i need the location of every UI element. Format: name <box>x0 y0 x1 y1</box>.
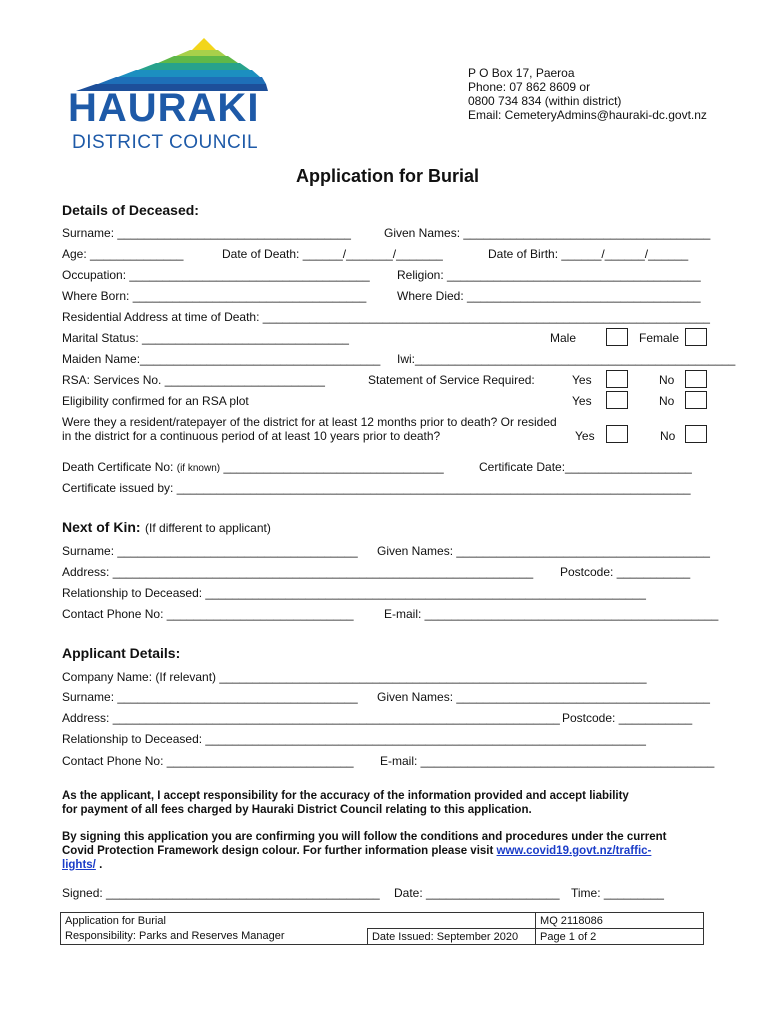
iwi-field[interactable]: Iwi:________________________________________________ <box>397 352 736 366</box>
occupation-field[interactable]: Occupation: ____________________________________ <box>62 268 370 282</box>
certificate-issued-by-field[interactable]: Certificate issued by: _____________________________________________________________________________ <box>62 481 691 495</box>
address-line: P O Box 17, Paeroa <box>468 66 575 80</box>
footer-doc-name: Application for Burial <box>61 913 536 929</box>
marital-status-field[interactable]: Marital Status: _______________________________ <box>62 331 349 345</box>
next-of-kin-note: (If different to applicant) <box>145 521 271 535</box>
resident-no-checkbox[interactable] <box>685 425 707 443</box>
deceased-age-field[interactable]: Age: ______________ <box>62 247 184 261</box>
eligibility-no-checkbox[interactable] <box>685 391 707 409</box>
statement-of-service-label: Statement of Service Required: <box>368 373 535 387</box>
where-died-field[interactable]: Where Died: ___________________________________ <box>397 289 701 303</box>
section-heading-next-of-kin <box>62 519 271 537</box>
footer-row <box>61 913 704 929</box>
death-certificate-line: _________________________________ <box>223 460 444 474</box>
section-heading-applicant: Applicant Details: <box>62 645 181 661</box>
statement-no-checkbox[interactable] <box>685 370 707 388</box>
footer-mq: MQ 2118086 <box>536 913 704 929</box>
sign-time-field[interactable]: Time: _________ <box>571 886 664 900</box>
residential-address-field[interactable]: Residential Address at time of Death: ___________________________________________________________________ <box>62 310 710 324</box>
resident-no-label: No <box>660 429 676 443</box>
next-of-kin-title: Next of Kin: <box>62 519 141 535</box>
nok-given-names-field[interactable]: Given Names: ______________________________________ <box>377 544 710 558</box>
footer-responsibility: Responsibility: Parks and Reserves Manager <box>61 929 368 945</box>
applicant-email-field[interactable]: E-mail: ____________________________________________ <box>380 754 715 768</box>
applicant-postcode-field[interactable]: Postcode: ___________ <box>562 711 693 725</box>
resident-question-line1: Were they a resident/ratepayer of the district for at least 12 months prior to death? Or resided <box>62 415 557 429</box>
if-known-note: (if known) <box>176 463 221 474</box>
date-of-death-field[interactable]: Date of Death: ______/_______/_______ <box>222 247 443 261</box>
footer-row <box>61 929 704 945</box>
applicant-address-field[interactable]: Address: ___________________________________________________________________ <box>62 711 560 725</box>
eligibility-label: Eligibility confirmed for an RSA plot <box>62 394 249 408</box>
applicant-surname-field[interactable]: Surname: ____________________________________ <box>62 690 358 704</box>
phone-line: Phone: 07 862 8609 or <box>468 80 591 94</box>
covid-link-cont[interactable]: lights/ <box>62 859 96 871</box>
male-label: Male <box>550 331 577 345</box>
female-checkbox[interactable] <box>685 328 707 346</box>
male-checkbox[interactable] <box>606 328 628 346</box>
statement-yes-label: Yes <box>572 373 592 387</box>
covid-end: . <box>95 859 103 871</box>
maiden-name-field[interactable]: Maiden Name:____________________________________ <box>62 352 381 366</box>
applicant-given-names-field[interactable]: Given Names: ______________________________________ <box>377 690 710 704</box>
death-certificate-field[interactable] <box>62 460 444 476</box>
where-born-field[interactable]: Where Born: ___________________________________ <box>62 289 367 303</box>
company-name-field[interactable]: Company Name: (If relevant) ________________________________________________________________ <box>62 670 647 684</box>
section-heading-deceased: Details of Deceased: <box>62 202 199 218</box>
document-footer-table <box>60 912 704 945</box>
statement-yes-checkbox[interactable] <box>606 370 628 388</box>
applicant-contact-phone-field[interactable]: Contact Phone No: ____________________________ <box>62 754 354 768</box>
nok-surname-field[interactable]: Surname: ____________________________________ <box>62 544 358 558</box>
religion-field[interactable]: Religion: ______________________________________ <box>397 268 701 282</box>
statement-no-label: No <box>659 373 675 387</box>
declaration-line2: for payment of all fees charged by Hauraki District Council relating to this application. <box>62 804 532 816</box>
nok-postcode-field[interactable]: Postcode: ___________ <box>560 565 691 579</box>
eligibility-yes-checkbox[interactable] <box>606 391 628 409</box>
deceased-surname-field[interactable]: Surname: ___________________________________ <box>62 226 351 240</box>
resident-yes-checkbox[interactable] <box>606 425 628 443</box>
rsa-services-field[interactable]: RSA: Services No. ________________________ <box>62 373 325 387</box>
resident-question-line2: in the district for a continuous period of at least 10 years prior to death? <box>62 429 441 443</box>
eligibility-yes-label: Yes <box>572 394 592 408</box>
death-certificate-label: Death Certificate No: <box>62 460 174 474</box>
email-line[interactable]: Email: CemeteryAdmins@hauraki-dc.govt.nz <box>468 108 707 122</box>
logo-subtitle: DISTRICT COUNCIL <box>72 132 259 153</box>
resident-yes-label: Yes <box>575 429 595 443</box>
covid-text: Covid Protection Framework design colour. For further information please visit <box>62 845 494 857</box>
covid-line3 <box>62 858 102 872</box>
footer-page: Page 1 of 2 <box>536 929 704 945</box>
signed-field[interactable]: Signed: _________________________________________ <box>62 886 380 900</box>
covid-link[interactable]: www.covid19.govt.nz/traffic- <box>496 845 652 857</box>
covid-line2 <box>62 844 651 858</box>
date-of-birth-field[interactable]: Date of Birth: ______/______/______ <box>488 247 689 261</box>
sign-date-field[interactable]: Date: ____________________ <box>394 886 560 900</box>
nok-relationship-field[interactable]: Relationship to Deceased: __________________________________________________________________ <box>62 586 646 600</box>
freephone-line: 0800 734 834 (within district) <box>468 94 622 108</box>
deceased-given-names-field[interactable]: Given Names: _____________________________________ <box>384 226 711 240</box>
nok-email-field[interactable]: E-mail: ____________________________________________ <box>384 607 719 621</box>
eligibility-no-label: No <box>659 394 675 408</box>
council-logo <box>66 36 276 156</box>
applicant-relationship-field[interactable]: Relationship to Deceased: __________________________________________________________________ <box>62 732 646 746</box>
page-title: Application for Burial <box>296 166 480 186</box>
covid-line1: By signing this application you are confirming you will follow the conditions and procedures under the current <box>62 831 667 843</box>
nok-address-field[interactable]: Address: _______________________________________________________________ <box>62 565 534 579</box>
footer-date-issued: Date Issued: September 2020 <box>367 929 535 945</box>
council-address <box>468 66 707 122</box>
nok-contact-phone-field[interactable]: Contact Phone No: ____________________________ <box>62 607 354 621</box>
declaration-line1: As the applicant, I accept responsibility for the accuracy of the information provided and accept liability <box>62 790 629 802</box>
logo-name: HAURAKI <box>68 86 260 130</box>
certificate-date-field[interactable]: Certificate Date:___________________ <box>479 460 692 474</box>
female-label: Female <box>639 331 680 345</box>
